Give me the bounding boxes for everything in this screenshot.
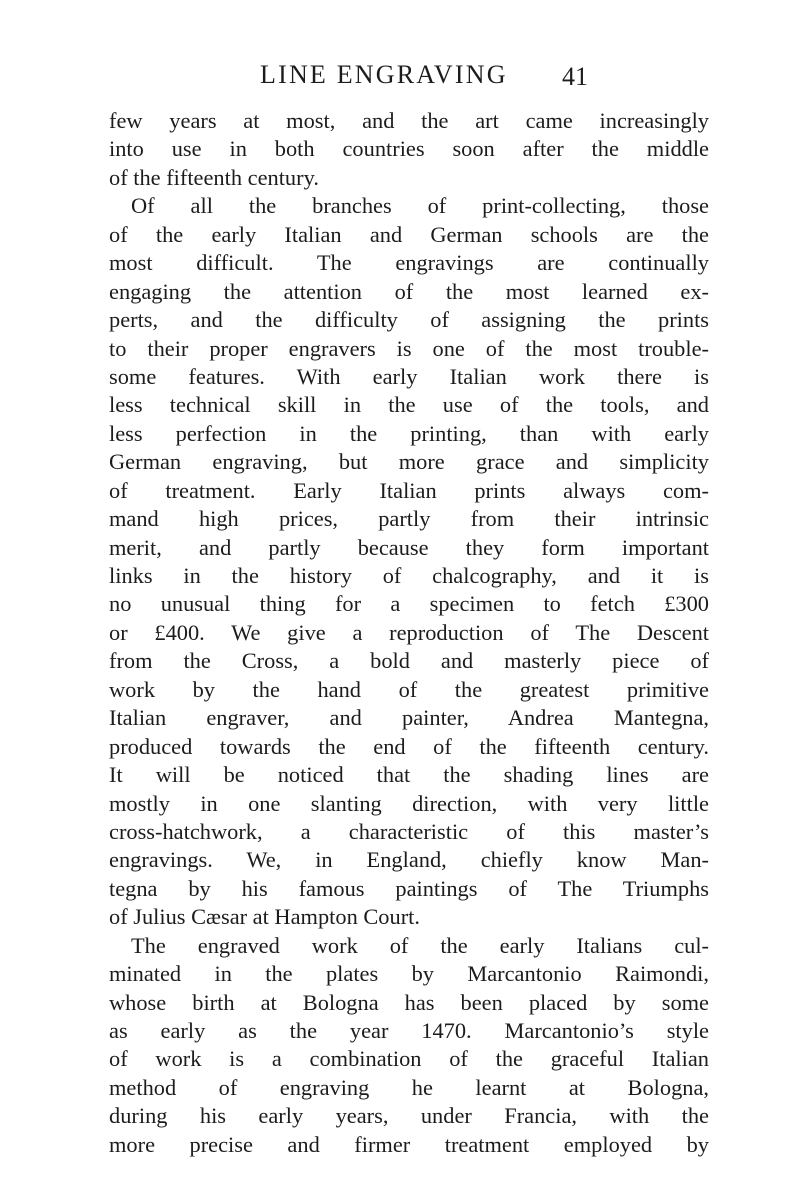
text-line: produced towards the end of the fifteenth century.	[109, 733, 709, 759]
text-line: less perfection in the printing, than with early	[109, 420, 709, 446]
text-line: It will be noticed that the shading lines are	[109, 762, 709, 788]
text-line: Italian engraver, and painter, Andrea Mantegna,	[109, 705, 709, 731]
text-line: of treatment. Early Italian prints always com-	[109, 477, 709, 503]
text-line: few years at most, and the art came increasingly	[109, 108, 709, 133]
text-line: perts, and the difficulty of assigning the prints	[109, 307, 709, 333]
running-title: LINE ENGRAVING	[260, 60, 508, 89]
text-line: from the Cross, a bold and masterly piece of	[109, 648, 709, 674]
text-line: minated in the plates by Marcantonio Raimondi,	[109, 961, 709, 987]
text-line: mand high prices, partly from their intrinsic	[109, 506, 709, 532]
text-line: engravings. We, in England, chiefly know Man-	[109, 847, 709, 873]
text-line: German engraving, but more grace and simplicity	[109, 449, 709, 475]
text-line: during his early years, under Francia, with the	[109, 1103, 709, 1129]
text-line: no unusual thing for a specimen to fetch £300	[109, 591, 709, 617]
text-line: Of all the branches of print-collecting, those	[131, 193, 709, 219]
text-line: as early as the year 1470. Marcantonio’s style	[109, 1018, 709, 1043]
text-line: of the fifteenth century.	[109, 164, 319, 190]
text-line: less technical skill in the use of the tools, and	[109, 392, 709, 418]
text-line: to their proper engravers is one of the most trouble-	[109, 335, 709, 361]
body-text	[109, 107, 709, 1159]
text-line: engaging the attention of the most learned ex-	[109, 278, 709, 304]
text-line: of work is a combination of the graceful Italian	[109, 1046, 709, 1072]
text-line: whose birth at Bologna has been placed by some	[109, 989, 709, 1015]
text-line: The engraved work of the early Italians cul-	[131, 932, 709, 958]
text-line: or £400. We give a reproduction of The Descent	[109, 619, 709, 645]
text-line: of Julius Cæsar at Hampton Court.	[109, 904, 420, 930]
text-line: cross-hatchwork, a characteristic of this master’s	[109, 818, 709, 844]
text-line: most difficult. The engravings are continually	[109, 250, 709, 276]
running-head	[0, 60, 801, 100]
text-line: some features. With early Italian work there is	[109, 363, 709, 389]
text-line: method of engraving he learnt at Bologna,	[109, 1074, 709, 1100]
text-line: mostly in one slanting direction, with very little	[109, 790, 709, 816]
text-line: merit, and partly because they form important	[109, 534, 709, 560]
page-number: 41	[562, 62, 588, 91]
text-line: tegna by his famous paintings of The Triumphs	[109, 875, 709, 901]
text-line: work by the hand of the greatest primitive	[109, 676, 709, 702]
text-line: of the early Italian and German schools are the	[109, 221, 709, 247]
text-line: more precise and firmer treatment employed by	[109, 1131, 709, 1157]
text-line: links in the history of chalcography, and it is	[109, 563, 709, 588]
text-line: into use in both countries soon after the middle	[109, 136, 709, 162]
